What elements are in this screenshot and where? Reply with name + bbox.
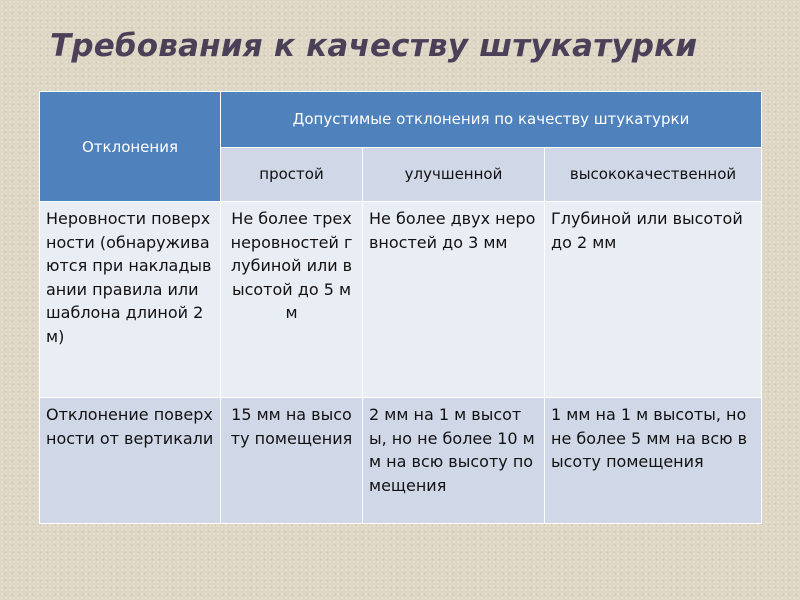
slide-title: Требования к качеству штукатурки — [50, 28, 698, 64]
table-row — [40, 398, 762, 524]
plaster-quality-table — [39, 91, 762, 524]
row-improved-cell: Не более двух неровностей до 3 мм — [363, 202, 545, 398]
header-improved: улучшенной — [363, 148, 545, 202]
header-deviations: Отклонения — [40, 92, 221, 202]
row-high-cell: Глубиной или высотой до 2 мм — [545, 202, 762, 398]
header-allowed-deviations: Допустимые отклонения по качеству штукатурки — [221, 92, 762, 148]
row-improved-cell: 2 мм на 1 м высоты, но не более 10 мм на всю высоту помещения — [363, 398, 545, 524]
header-simple: простой — [221, 148, 363, 202]
row-deviation-cell: Отклонение поверхности от вертикали — [40, 398, 221, 524]
row-high-cell: 1 мм на 1 м высоты, но не более 5 мм на всю высоту помещения — [545, 398, 762, 524]
row-deviation-cell: Неровности поверхности (обнаруживаются при накладывании правила или шаблона длиной 2 м) — [40, 202, 221, 398]
table-row — [40, 202, 762, 398]
row-simple-cell: 15 мм на высоту помещения — [221, 398, 363, 524]
row-simple-cell: Не более трех неровностей глубиной или высотой до 5 мм — [221, 202, 363, 398]
header-high-quality: высококачественной — [545, 148, 762, 202]
